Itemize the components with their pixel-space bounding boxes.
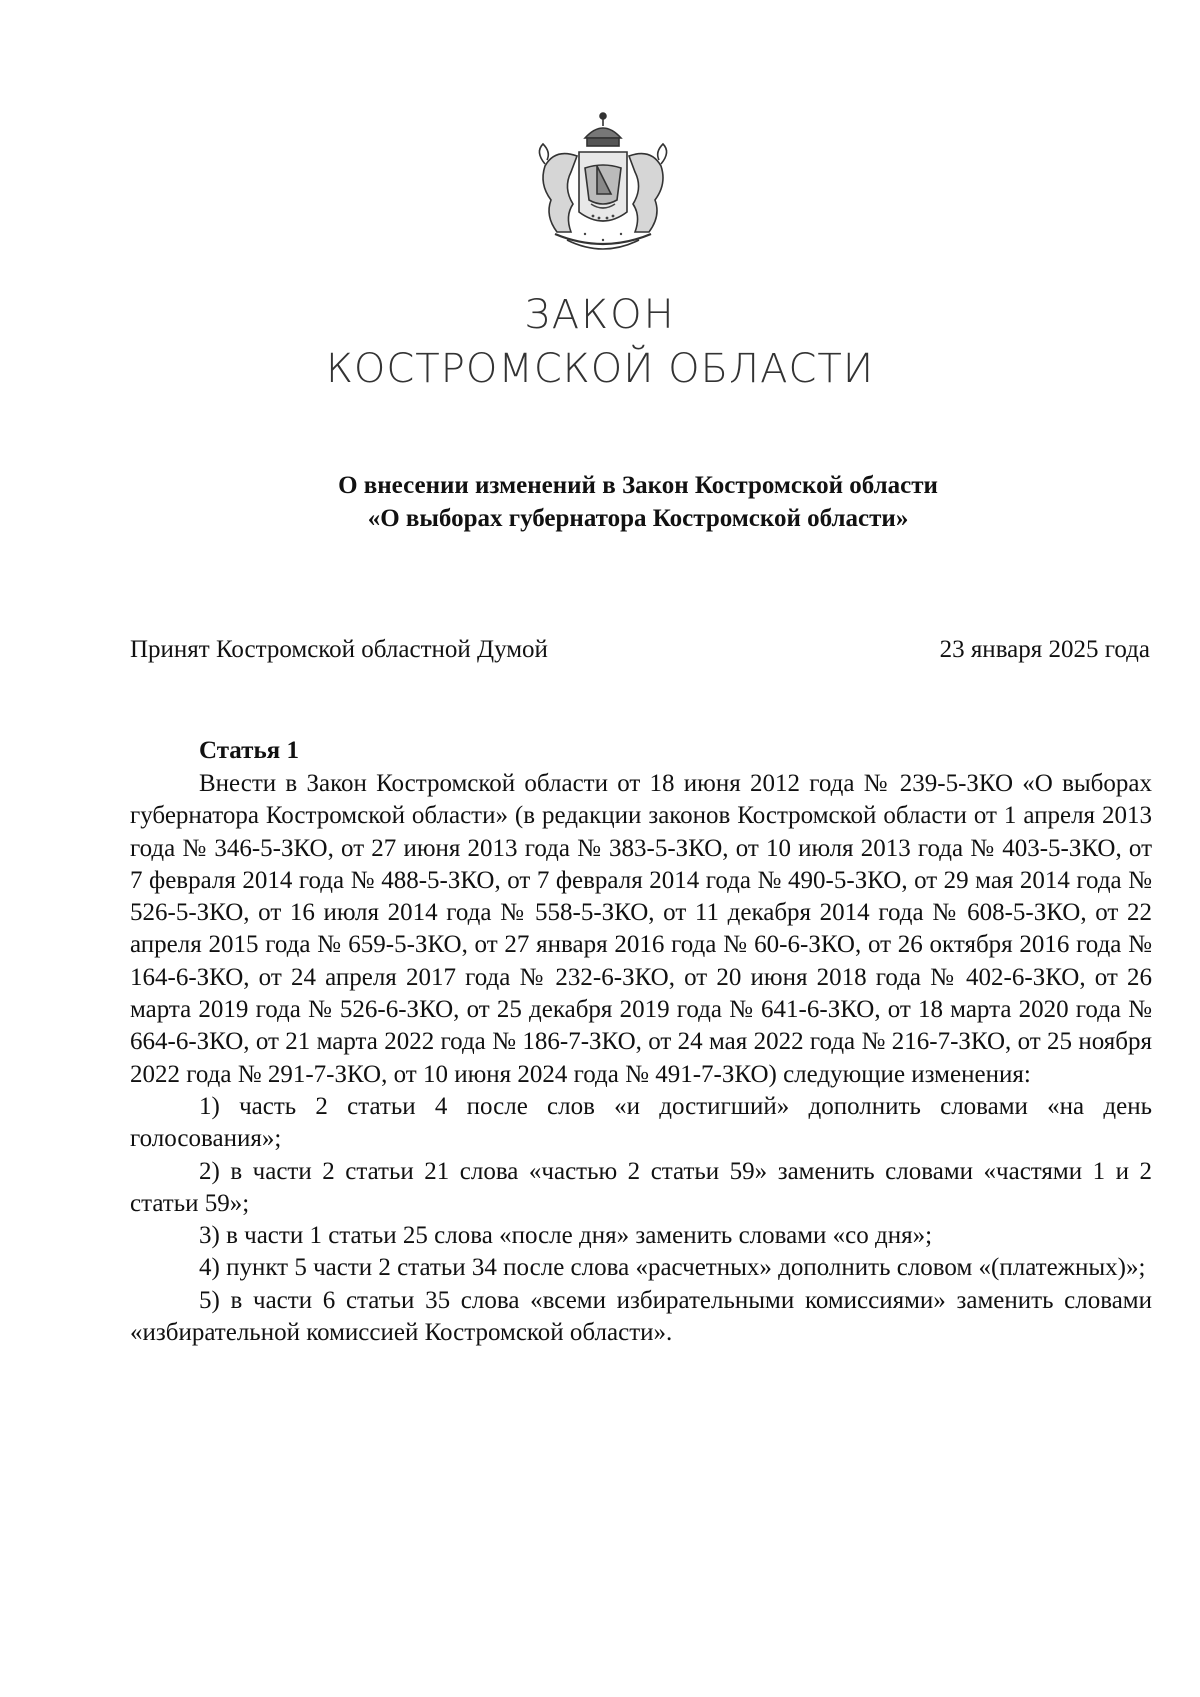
amendment-item-3: 3) в части 1 статьи 25 слова «после дня» заменить словами «со дня»; (199, 1222, 933, 1250)
law-region-title: КОСТРОМСКОЙ ОБЛАСТИ (325, 346, 875, 392)
article-intro: Внести в Закон Костромской области от 18 июня 2012 года № 239-5-ЗКО «О выборах губернатора Костромской области» (в редакции законов Костромской области от 1 апреля 2013 года № 346-5-ЗКО, от 27 июня 2013 года № 383-5-ЗКО, от 10 июля 2013 года № 403-5-ЗКО, от 7 февраля 2014 года № 488-5-ЗКО, от 7 февраля 2014 года № 490-5-ЗКО, от 29 мая 2014 года № 526-5-ЗКО, от 16 июля 2014 года № 558-5-ЗКО, от 11 декабря 2014 года № 608-5-ЗКО, от 22 апреля 2015 года № 659-5-ЗКО, от 27 января 2016 года № 60-6-ЗКО, от 26 октября 2016 года № 164-6-ЗКО, от 24 апреля 2017 года № 232-6-ЗКО, от 20 июня 2018 года № 402-6-ЗКО, от 26 марта 2019 года № 526-6-ЗКО, от 25 декабря 2019 года № 641-6-ЗКО, от 18 марта 2020 года № 664-6-ЗКО, от 21 марта 2022 года № 186-7-ЗКО, от 24 мая 2022 года № 216-7-ЗКО, от 25 ноября 2022 года № 291-7-ЗКО, от 10 июня 2024 года № 491-7-ЗКО) следующие изменения: (130, 770, 1152, 1088)
adopted-date: 23 января 2025 года (939, 636, 1150, 663)
amendment-item-5: 5) в части 6 статьи 35 слова «всеми избирательными комиссиями» заменить словами «избирательной комиссией Костромской области». (130, 1286, 1152, 1347)
kostroma-coat-of-arms-icon (515, 108, 691, 258)
article-heading: Статья 1 (199, 737, 299, 764)
amendment-item-4: 4) пункт 5 части 2 статьи 34 после слова «расчетных» дополнить словом «(платежных)»; (199, 1254, 1146, 1282)
adopted-by: Принят Костромской областной Думой (130, 636, 548, 663)
adoption-row (130, 636, 1150, 664)
amendment-item-1: 1) часть 2 статьи 4 после слов «и достигший» дополнить словами «на день голосования»; (130, 1092, 1152, 1153)
amendment-item-2: 2) в части 2 статьи 21 слова «частью 2 статьи 59» заменить словами «частями 1 и 2 статьи 59»; (130, 1157, 1152, 1217)
subject-line-1: О внесении изменений в Закон Костромской области (338, 472, 938, 499)
article-body (130, 768, 1152, 1349)
law-title: ЗАКОН (524, 292, 676, 338)
subject-line-2: «О выборах губернатора Костромской области» (367, 505, 909, 532)
